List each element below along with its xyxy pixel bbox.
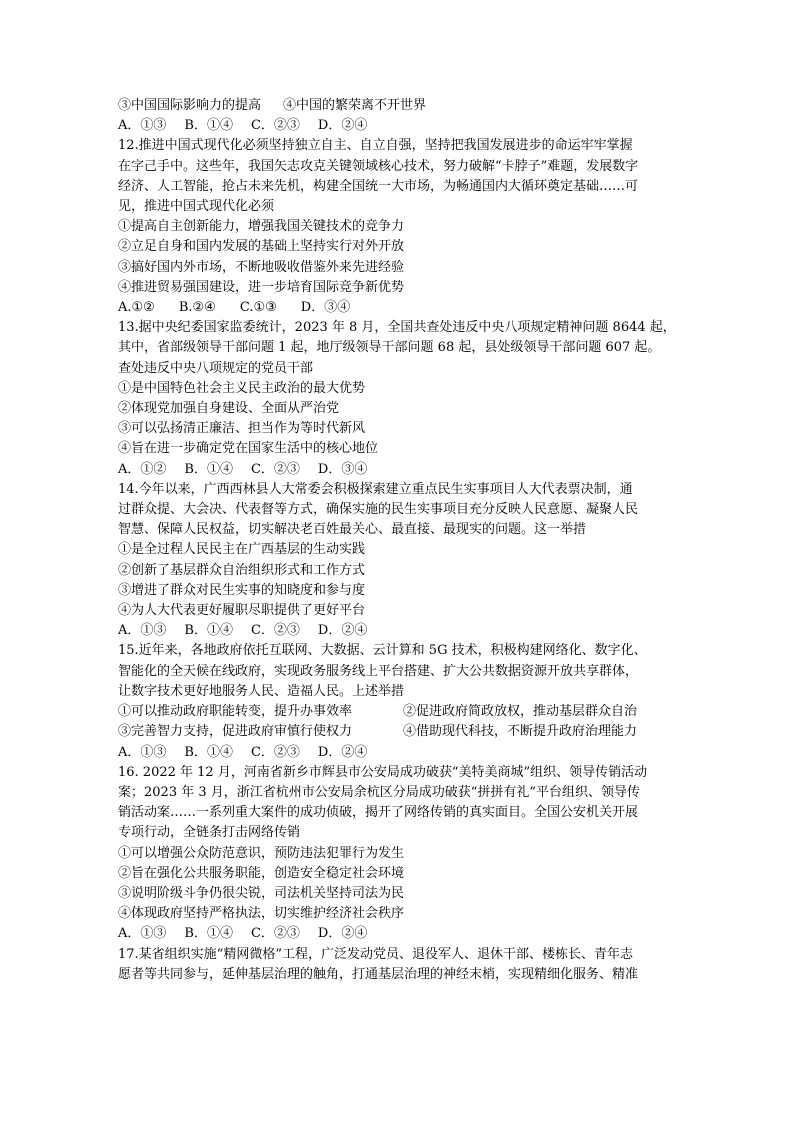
q14-stem-line: 过群众提、大会决、代表督等方式，确保实施的民生实事项目充分反映人民意愿、凝聚人民 [118, 502, 639, 518]
q15-item-4: ④借助现代科技，不断提升政府治理能力 [403, 724, 638, 740]
q13-option-c[interactable]: C．②③ [250, 461, 300, 477]
q14-item-2: ②创新了基层群众自治组织形式和工作方式 [118, 562, 366, 578]
q12-options [118, 298, 688, 318]
q13-option-b[interactable]: B．①④ [184, 461, 233, 477]
q13-option-a[interactable]: A．①② [118, 461, 167, 477]
q14-option-a[interactable]: A．①③ [118, 623, 167, 639]
q12-item-2: ②立足自身和国内发展的基础上坚持实行对外开放 [118, 239, 405, 255]
q12-stem-line: 经济、人工智能，抢占未来先机，构建全国统一大市场，为畅通国内大循环奠定基础……可 [118, 178, 639, 194]
q17-stem-line: 愿者等共同参与，延伸基层治理的触角，打通基层治理的神经末梢，实现精细化服务、精准 [118, 966, 639, 982]
q17-stem-line: 17.某省组织实施“精网微格”工程，广泛发动党员、退役军人、退休干部、楼栋长、青年志 [118, 946, 633, 962]
q15-stem-line: 智能化的全天候在线政府，实现政务服务线上平台搭建、扩大公共数据资源开放共享群体， [118, 663, 639, 679]
q13-option-d[interactable]: D．③④ [317, 461, 368, 477]
q13-item-3: ③可以弘扬清正廉洁、担当作为等时代新风 [118, 421, 366, 437]
q15-option-b[interactable]: B．①④ [184, 744, 233, 760]
q12-item-4: ④推进贸易强国建设，进一步培育国际竞争新优势 [118, 279, 405, 295]
q11-option-b[interactable]: B．①④ [184, 118, 233, 134]
q11-options [118, 116, 688, 136]
q11-items [118, 96, 688, 116]
q14-stem-line: 智慧、保障人民权益，切实解决老百姓最关心、最直接、最现实的问题。这一举措 [118, 522, 587, 538]
q12-stem-line: 12.推进中国式现代化必须坚持独立自主、自立自强，坚持把我国发展进步的命运牢牢掌握 [118, 138, 633, 154]
q15-option-d[interactable]: D．②④ [317, 744, 368, 760]
q16-option-a[interactable]: A．①③ [118, 926, 167, 942]
q13-options [118, 460, 688, 480]
q16-option-b[interactable]: B．①④ [184, 926, 233, 942]
exam-page [118, 96, 688, 985]
q12-stem-line: 在字己手中。这些年，我国矢志攻克关键领域核心技术，努力破解“卡脖子”难题，发展数字 [118, 158, 639, 174]
q12-stem-line: 见，推进中国式现代化必须 [118, 199, 275, 215]
q16-stem-line: 销活动案……一系列重大案件的成功侦破，揭开了网络传销的真实面目。全国公安机关开展 [118, 805, 639, 821]
q14-item-4: ④为人大代表更好履职尽职提供了更好平台 [118, 603, 366, 619]
q16-options [118, 924, 688, 944]
q16-option-d[interactable]: D．②④ [317, 926, 368, 942]
q13-stem-line: 查处违反中央八项规定的党员干部 [118, 360, 314, 376]
q14-option-c[interactable]: C．②③ [250, 623, 300, 639]
q12-option-b[interactable]: B.②④ [178, 300, 216, 316]
q16-item-1: ①可以增强公众防范意识，预防违法犯罪行为发生 [118, 845, 405, 861]
q15-stem-line: 让数字技术更好地服务人民、造福人民。上述举措 [118, 683, 405, 699]
q16-stem-line: 案；2023 年 3 月，浙江省杭州市公安局余杭区分局成功破获“拼拼有礼”平台组织、领导传 [118, 784, 641, 800]
q13-item-1: ①是中国特色社会主义民主政治的最大优势 [118, 380, 366, 396]
q14-option-b[interactable]: B．①④ [184, 623, 233, 639]
q15-items-row [118, 702, 688, 722]
q11-option-a[interactable]: A．①③ [118, 118, 167, 134]
q13-stem-line: 13.据中央纪委国家监委统计，2023 年 8 月，全国共查处违反中央八项规定精神问题 8644 起， [118, 320, 676, 336]
q14-item-1: ①是全过程人民民主在广西基层的生动实践 [118, 542, 366, 558]
q15-option-a[interactable]: A．①③ [118, 744, 167, 760]
q14-stem-line: 14.今年以来，广西西林县人大常委会积极探索建立重点民生实事项目人大代表票决制，通 [118, 481, 633, 497]
q15-items-row [118, 722, 688, 742]
q13-stem-line: 其中，省部级领导干部问题 1 起，地厅级领导干部问题 68 起，县处级领导干部问题 607 起。 [118, 340, 661, 356]
q15-option-c[interactable]: C．②③ [250, 744, 300, 760]
q15-item-2: ②促进政府简政放权，推动基层群众自治 [403, 704, 638, 720]
q16-stem-line: 专项行动，全链条打击网络传销 [118, 825, 301, 841]
q12-option-a[interactable]: A.①② [118, 300, 155, 316]
q16-option-c[interactable]: C．②③ [250, 926, 300, 942]
q13-item-2: ②体现党加强自身建设、全面从严治党 [118, 401, 340, 417]
q11-item-3: ③中国国际影响力的提高 [118, 98, 262, 113]
q16-stem-line: 16. 2022 年 12 月，河南省新乡市辉县市公安局成功破获“美特美商城”组织、领导传销活动 [118, 764, 648, 780]
q15-options [118, 743, 688, 763]
q12-item-1: ①提高自主创新能力，增强我国关键技术的竞争力 [118, 219, 405, 235]
q11-item-4: ④中国的繁荣离不开世界 [283, 98, 427, 113]
q14-options [118, 621, 688, 641]
q16-item-2: ②旨在强化公共服务职能，创造安全稳定社会环境 [118, 865, 405, 881]
q11-option-d[interactable]: D．②④ [317, 118, 368, 134]
q12-item-3: ③搞好国内外市场，不断地吸收借鉴外来先进经验 [118, 259, 405, 275]
q15-item-1: ①可以推动政府职能转变，提升办事效率 [118, 704, 353, 720]
q13-item-4: ④旨在进一步确定党在国家生活中的核心地位 [118, 441, 379, 457]
q16-item-3: ③说明阶级斗争仍很尖锐，司法机关坚持司法为民 [118, 885, 405, 901]
q14-option-d[interactable]: D．②④ [317, 623, 368, 639]
q12-option-d[interactable]: D．③④ [300, 300, 351, 316]
q15-item-3: ③完善智力支持，促进政府审慎行使权力 [118, 724, 353, 740]
q14-item-3: ③增进了群众对民生实事的知晓度和参与度 [118, 582, 366, 598]
q12-option-c[interactable]: C.①③ [239, 300, 277, 316]
q11-option-c[interactable]: C．②③ [250, 118, 300, 134]
q16-item-4: ④体现政府坚持严格执法，切实维护经济社会秩序 [118, 906, 405, 922]
q15-stem-line: 15.近年来，各地政府依托互联网、大数据、云计算和 5G 技术，积极构建网络化、数字化、 [118, 643, 647, 659]
